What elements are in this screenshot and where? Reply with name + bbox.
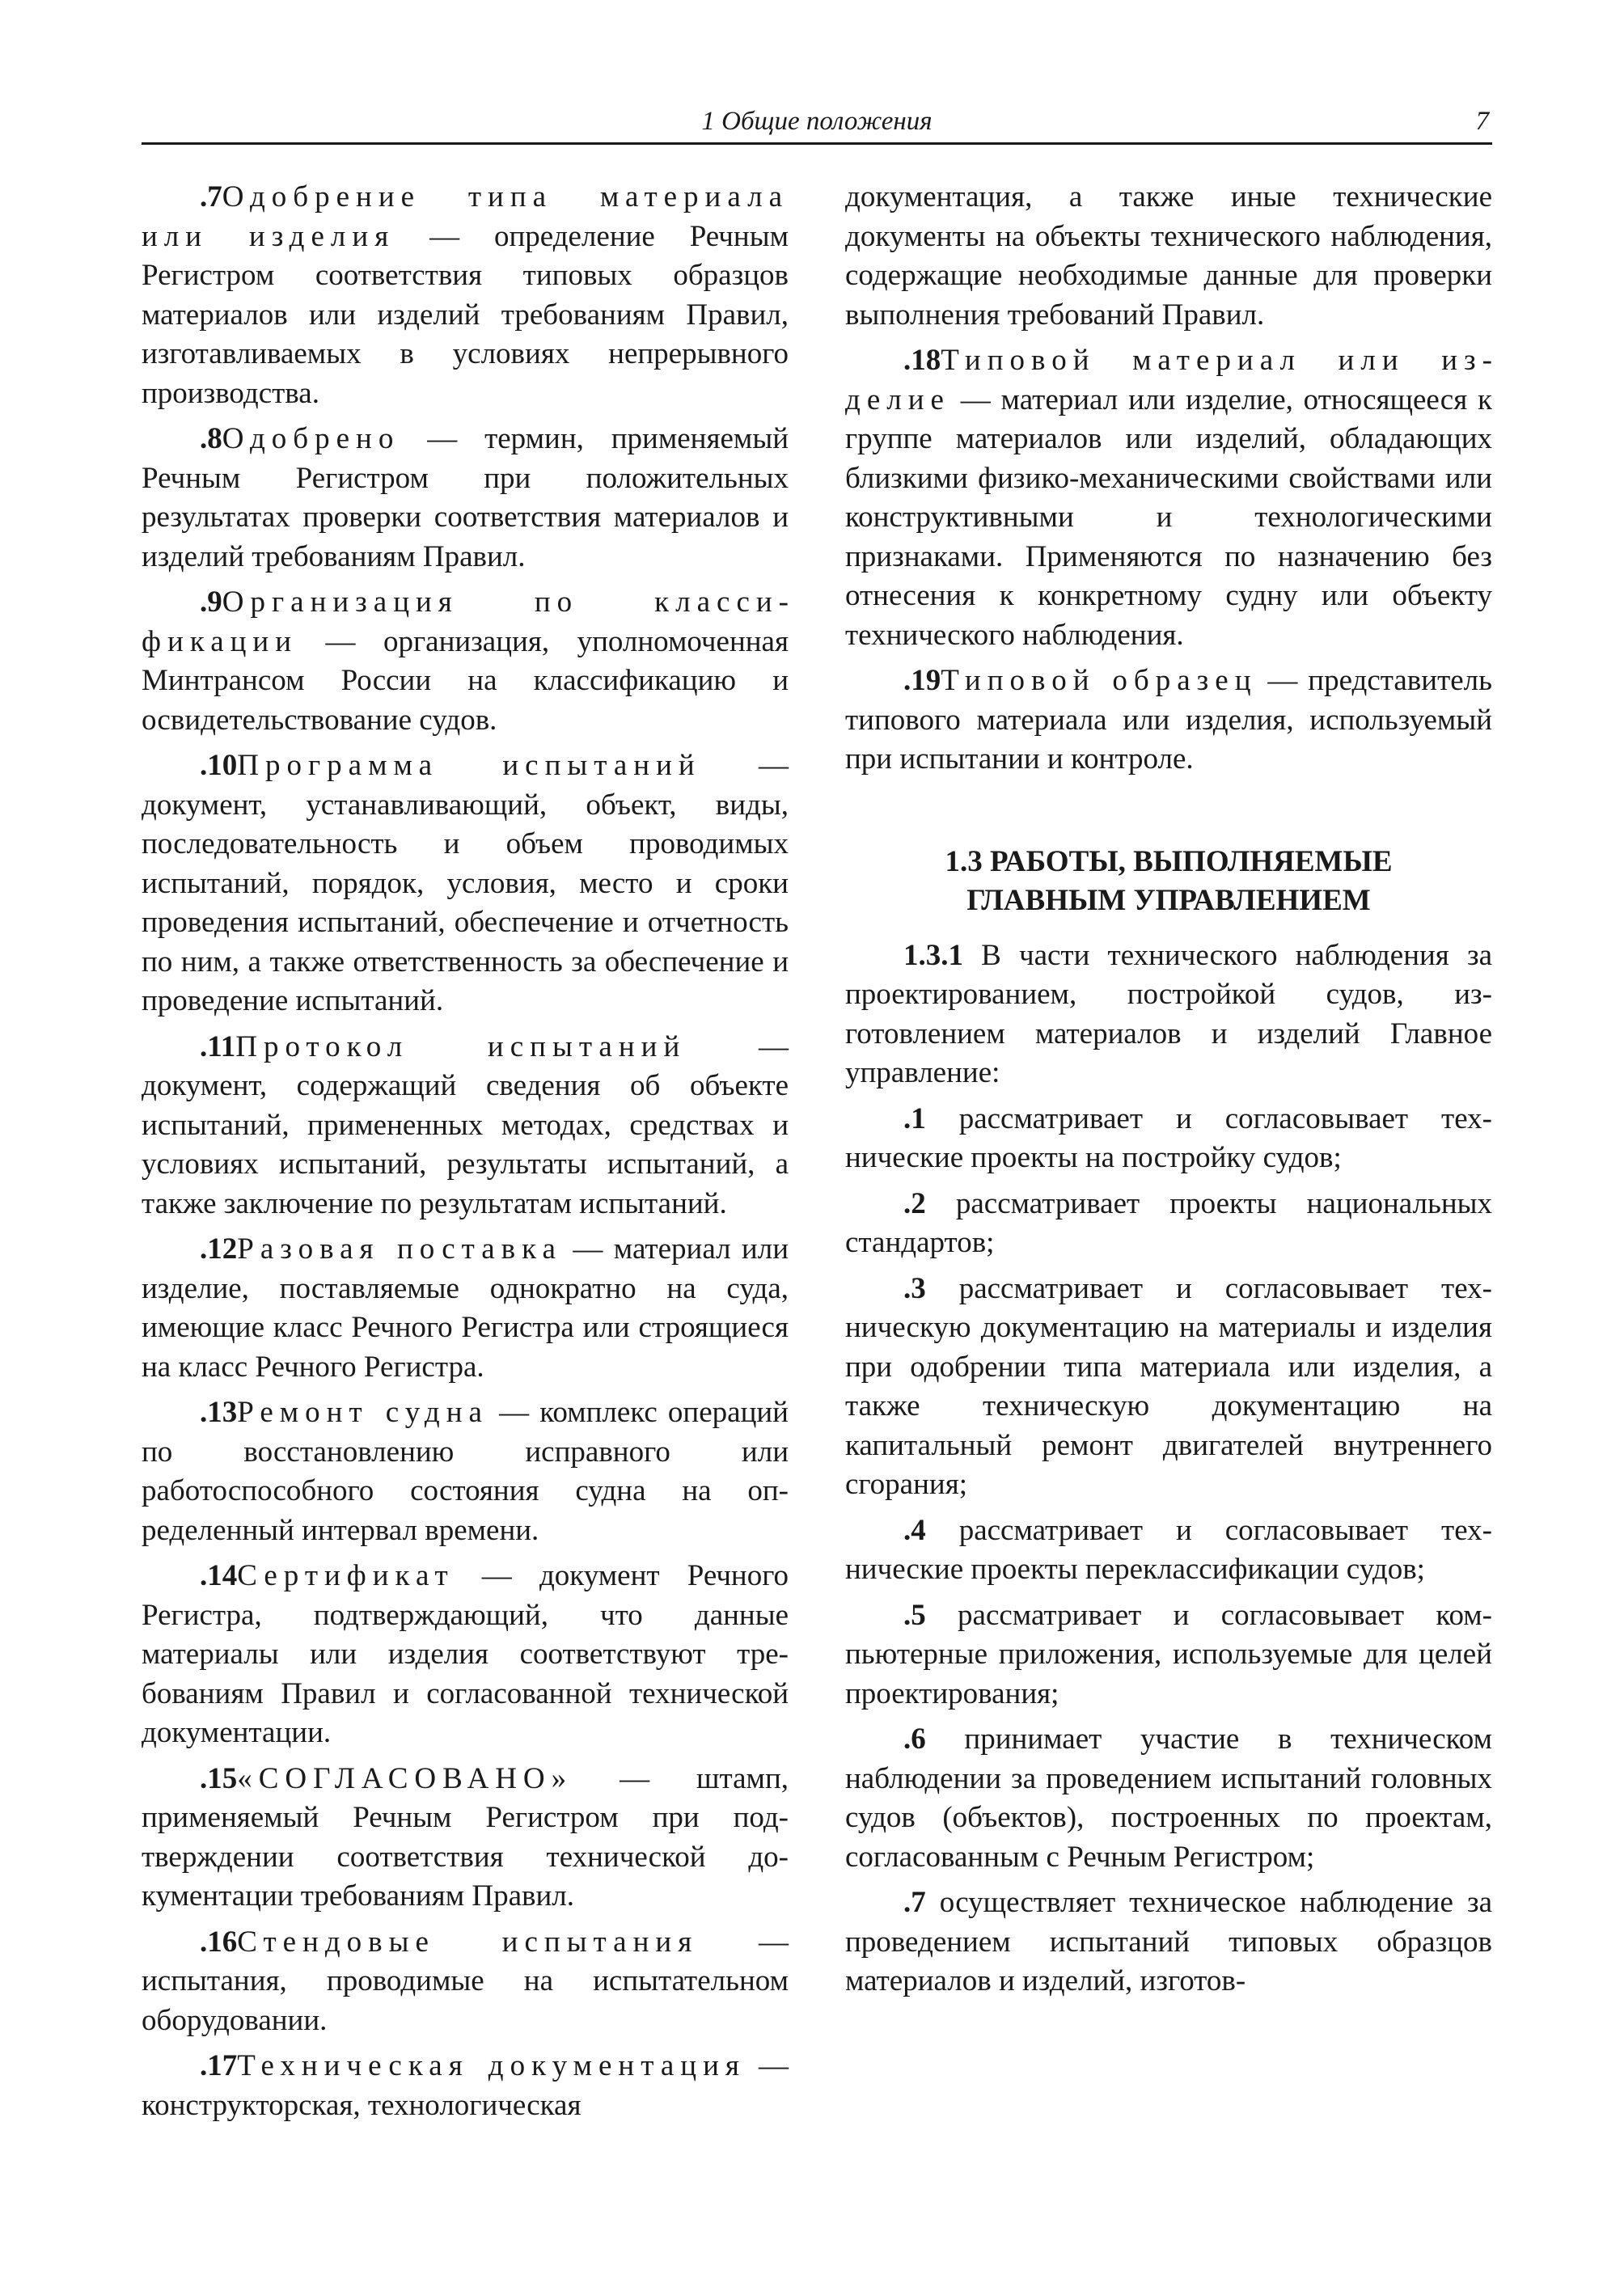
section-heading [845,843,1492,920]
definition-13: .13Ремонт судна — комплекс операций по восстановлению исправного или работоспособного состояния судна на определенный интервал времени. [142,1396,789,1547]
clause-item-4: .4 рассматривает и согласовывает технические проекты переклассификации судов; [845,1513,1492,1586]
definition-10: .10Программа испытаний — документ, устанавливающий, объект, виды, последовательность и объем проводимых испытаний, порядок, условия, место и сроки проведения испытаний, обеспечение и отчетность по ним, а также ответственность за обеспечение и проведение испытаний. [142,749,789,1017]
definition-17-continuation: документация, а также иные технические документы на объекты технического наблюдения, содержащие необходимые данные для проверки выполнения требований Правил. [845,180,1492,332]
definition-15: .15«СОГЛАСОВАНО» — штамп, применяемый Речным Регистром при подтверждении соответствия технической документации требованиям Правил. [142,1761,789,1913]
section-heading-line2: ГЛАВНЫМ УПРАВЛЕНИЕМ [966,883,1371,917]
page-number: 7 [1475,107,1489,136]
definition-19: .19Типовой образец — представитель типового материала или изделия, используемый при испытании и контроле. [845,664,1492,776]
right-column [845,178,1492,2008]
definition-7: .7Одобрение типа материала или изделия — определение Речным Регистром соответствия типовых образцов материалов или изделий требованиям Правил, изготавливаемых в условиях непрерывного производства. [142,180,789,410]
clause-item-5: .5 рассматривает и согласовывает компьютерные приложения, используемые для целей проектирования; [845,1598,1492,1710]
left-column [142,178,789,2132]
definition-18: .18Типовой материал или изделие — материал или изделие, относящееся к группе материалов или изделий, обладающих близкими физико-механическими свойствами или конструктивными и технологическими признаками. Применяются по назначению без отнесения к конкретному судну или объекту технического наблюдения. [845,344,1492,652]
definition-17: .17Техническая документация — конструкторская, технологическая [142,2049,789,2122]
section-heading-line1: 1.3 РАБОТЫ, ВЫПОЛНЯЕМЫЕ [945,844,1393,878]
definition-11: .11Протокол испытаний — документ, содержащий сведения об объекте испытаний, примененных методах, средствах и условиях испытаний, результаты испытаний, а также заключение по результатам испытаний. [142,1029,789,1220]
definition-8: .8Одобрено — термин, применяемый Речным Регистром при положительных результатах проверки соответствия материалов и изделий требованиям Правил. [142,422,789,573]
definition-9: .9Организация по классификации — организация, уполномоченная Минтрансом России на классификацию и освидетельствование судов. [142,585,789,737]
clause-item-3: .3 рассматривает и согласовывает техническую документацию на материалы и изделия при одобрении типа материала или изделия, а также техническую документацию на капитальный ремонт двигателей внутреннего сгорания; [845,1271,1492,1501]
running-header [142,104,1492,145]
definition-14: .14Сертификат — документ Речного Регистра, подтверждающий, что данные материалы или изделия соответствуют требованиям Правил и согласованной технической документации. [142,1559,789,1749]
clause-item-7: .7 осуществляет техническое наблюдение за проведением испытаний типовых образцов материалов и изделий, изготов- [845,1886,1492,1997]
definition-12: .12Разовая поставка — материал или изделие, поставляемые однократно на суда, имеющие класс Речного Регистра или строящиеся на класс Речного Регистра. [142,1232,789,1384]
definition-16: .16Стендовые испытания — испытания, проводимые на испытательном оборудовании. [142,1925,789,2037]
header-title: 1 Общие положения [701,107,933,136]
clause-item-6: .6 принимает участие в техническом наблюдении за проведением испытаний головных судов (объектов), построенных по проектам, согласованным с Речным Регистром; [845,1722,1492,1874]
clause-1-3-1: 1.3.1 В части технического наблюдения за проектированием, постройкой судов, изготовлением материалов и изделий Главное управление: [845,938,1492,1089]
clause-item-1: .1 рассматривает и согласовывает технические проекты на постройку судов; [845,1101,1492,1174]
clause-item-2: .2 рассматривает проекты национальных стандартов; [845,1186,1492,1259]
